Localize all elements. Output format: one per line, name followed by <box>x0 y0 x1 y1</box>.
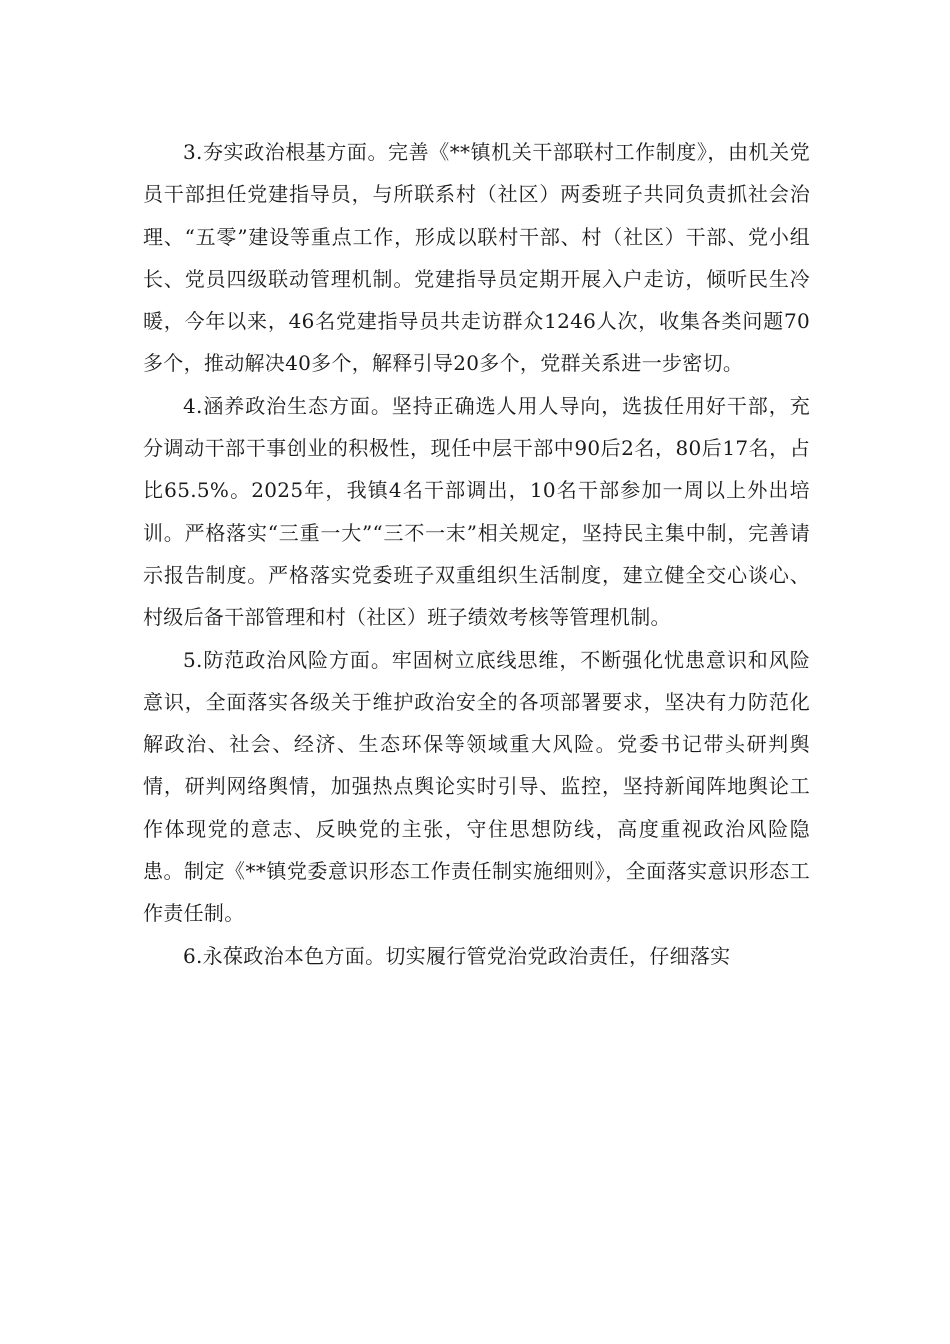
paragraph-political-risk: 5.防范政治风险方面。牢固树立底线思维，不断强化忧患意识和风险意识，全面落实各级关于维护政治安全的各项部署要求，坚决有力防范化解政治、社会、经济、生态环保等领域重大风险。党委书记带头研判舆情，研判网络舆情，加强热点舆论实时引导、监控，坚持新闻阵地舆论工作体现党的意志、反映党的主张，守住思想防线，高度重视政治风险隐患。制定《**镇党委意识形态工作责任制实施细则》，全面落实意识形态工作责任制。 <box>143 647 810 926</box>
paragraph-political-integrity: 6.永葆政治本色方面。切实履行管党治党政治责任，仔细落实 <box>183 943 731 968</box>
paragraph-political-foundation: 3.夯实政治根基方面。完善《**镇机关干部联村工作制度》，由机关党员干部担任党建指导员，与所联系村（社区）两委班子共同负责抓社会治理、“五零”建设等重点工作，形成以联村干部、村（社区）干部、党小组长、党员四级联动管理机制。党建指导员定期开展入户走访，倾听民生冷暖，今年以来，46名党建指导员共走访群众1246人次，收集各类问题70多个，推动解决40多个，解释引导20多个，党群关系进一步密切。 <box>143 140 810 376</box>
paragraph-political-ecology: 4.涵养政治生态方面。坚持正确选人用人导向，选拔任用好干部，充分调动干部干事创业的积极性，现任中层干部中90后2名，80后17名，占比65.5%。2025年，我镇4名干部调出，10名干部参加一周以上外出培训。严格落实“三重一大”“三不一末”相关规定，坚持民主集中制，完善请示报告制度。严格落实党委班子双重组织生活制度，建立健全交心谈心、村级后备干部管理和村（社区）班子绩效考核等管理机制。 <box>143 393 810 630</box>
document-body <box>143 131 810 977</box>
